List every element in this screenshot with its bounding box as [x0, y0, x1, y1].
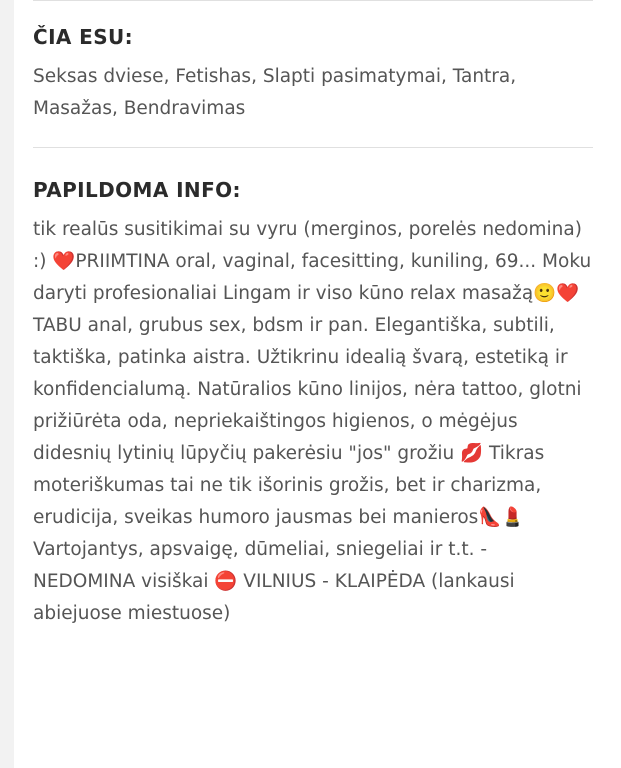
section-body: Seksas dviese, Fetishas, Slapti pasimatymai, Tantra, Masažas, Bendravimas [33, 66, 517, 119]
section-title: ČIA ESU: [33, 25, 134, 49]
left-gutter [0, 0, 14, 768]
section-body: tik realūs susitikimai su vyru (merginos, porelės nedomina) :) ❤️PRIIMTINA oral, vaginal, facesitting, kuniling, 69... Moku daryti profesionaliai Lingam ir viso kūno relax masažą🙂❤️ TABU anal, grubus sex, bdsm ir pan. Elegantiška, subtili, taktiška, patinka aistra. Užtikrinu idealią švarą, estetiką ir konfidencialumą. Natūralios kūno linijos, nėra tattoo, glotni prižiūrėta oda, nepriekaištingos higienos, o mėgėjus didesnių lytinių lūpyčių pakerėsiu "jos" grožiu 💋 Tikras moteriškumas tai ne tik išorinis grožis, bet ir charizma, erudicija, sveikas humoro jausmas bei manieros👠💄 Vartojantys, apsvaigę, dūmeliai, sniegeliai ir t.t. - NEDOMINA visiškai ⛔ VILNIUS - KLAIPĖDA (lankausi abiejuose miestuose) [33, 219, 592, 624]
document-content [14, 0, 621, 768]
section-papildoma-info [33, 148, 593, 630]
section-title: PAPILDOMA INFO: [33, 178, 241, 202]
section-cia-esu [33, 1, 593, 147]
